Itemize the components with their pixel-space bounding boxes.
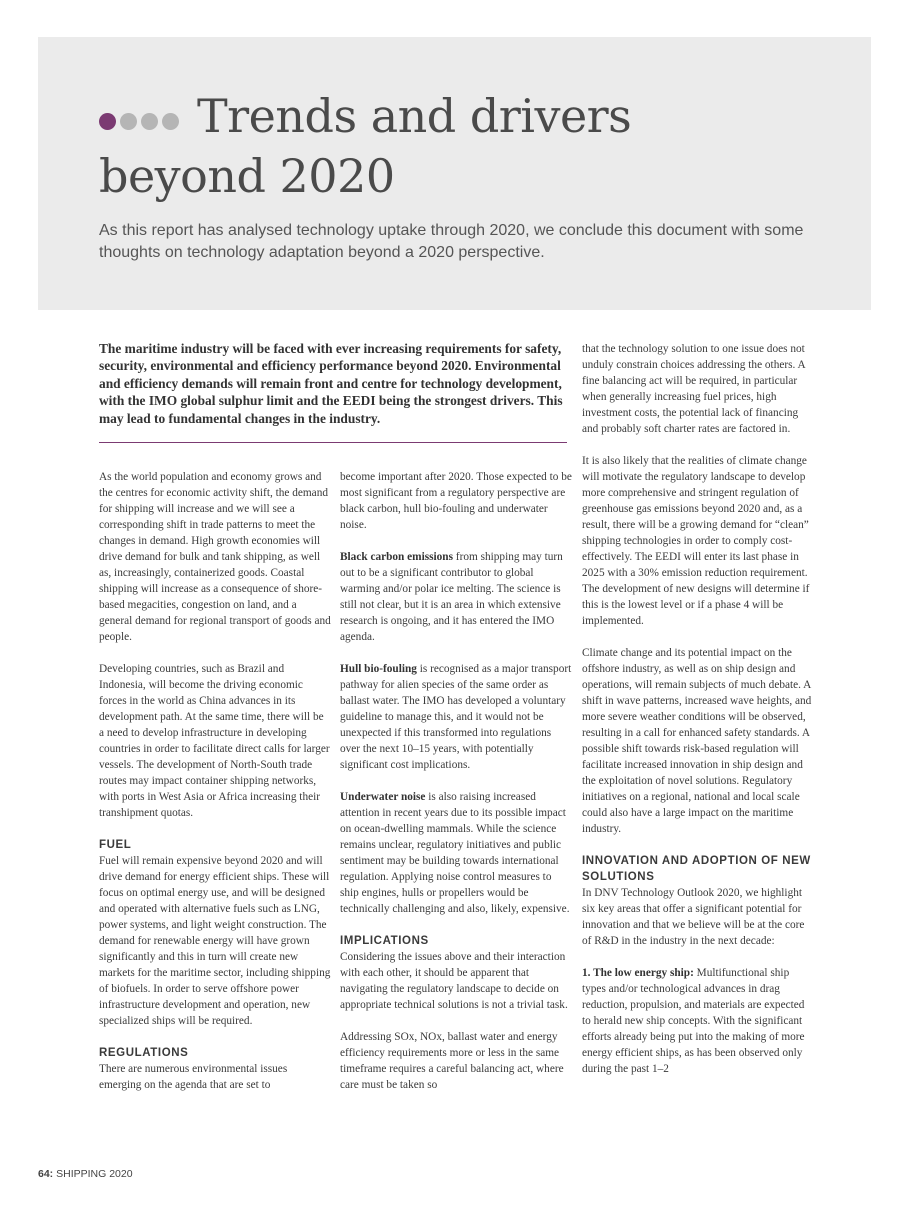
intro-text: As this report has analysed technology uptake through 2020, we conclude this document with some thoughts on technology adaptation beyond a 2020 perspective. <box>99 222 804 261</box>
bold-term: Hull bio-fouling <box>340 663 417 675</box>
paragraph: that the technology solution to one issue does not unduly constrain choices addressing the others. A fine balancing act will be required, in particular when generally increasing fuel prices, high investment costs, the potential lack of financing and probably soft charter rates are factored in. <box>582 343 806 435</box>
paragraph: Fuel will remain expensive beyond 2020 and will drive demand for energy efficient ships. These will focus on optimal energy use, and will be designed and operated with alternative fuels such as LNG, power systems, and light weight construction. The demand for renewable energy will have grown significantly and this in turn will create new markets for the maritime sector, including shipping of biofuels. In order to serve offshore power infrastructure development and operation, new specialized ships will be required. <box>99 855 331 1027</box>
column-2 <box>340 469 572 1109</box>
section-heading-innovation: INNOVATION AND ADOPTION OF NEW SOLUTIONS <box>582 855 811 883</box>
page-number: 64: <box>38 1168 54 1180</box>
page-title <box>99 88 631 204</box>
paragraph: Underwater noise is also raising increased attention in recent years due to its possible impact on ocean-dwelling mammals. While the science remains unclear, regulatory initiatives and public sentiment may be building towards international regulation. Applying noise control measures to ship engines, hulls or propellers would be technically challenging and also, likely, expensive. <box>340 791 570 915</box>
paragraph: Hull bio-fouling is recognised as a major transport pathway for alien species of the same order as ballast water. The IMO has developed a voluntary guideline to manage this, and it would not be unexpected if this transformed into regulations over the next 10–15 years, with potentially significant cost implications. <box>340 663 572 771</box>
paragraph: Developing countries, such as Brazil and Indonesia, will become the driving economic forces in the world as China advances in its development path. At the same time, there will be a need to develop infrastructure in developing countries in order to facilitate direct calls for larger vessels. The development of North-South trade routes may impact container shipping networks, with ports in West Asia or Africa increasing their transhipment quotas. <box>99 663 330 819</box>
column-1 <box>99 469 331 1109</box>
paragraph: In DNV Technology Outlook 2020, we highlight six key areas that offer a significant potential for innovation and that we believe will be at the core of R&D in the industry in the next decade: <box>582 887 805 947</box>
title-line-2: beyond 2020 <box>99 149 395 203</box>
paragraph: Black carbon emissions from shipping may turn out to be a significant contributor to global warming and/or polar ice melting. The science is still not clear, but it is an area in which extensive research is ongoing, and it has entered the IMO agenda. <box>340 551 563 643</box>
footer-section: SHIPPING 2020 <box>53 1168 133 1180</box>
divider-rule <box>99 442 567 443</box>
paragraph: It is also likely that the realities of climate change will motivate the regulatory landscape to develop more comprehensive and stringent regulation of greenhouse gas emissions beyond 2020 and, as a result, there will be a growing demand for “clean” shipping technologies in order to comply cost-effectively. The EEDI will enter its last phase in 2025 with a 30% emission reduction requirement. The development of new designs will determine if this is the lowest level or if a phase 4 will be implemented. <box>582 455 810 627</box>
column-3 <box>582 341 814 1093</box>
paragraph: Addressing SOx, NOx, ballast water and energy efficiency requirements more or less in the same timeframe requires a careful balancing act, where care must be taken so <box>340 1031 564 1091</box>
paragraph: become important after 2020. Those expected to be most significant from a regulatory perspective are black carbon, hull bio-fouling and underwater noise. <box>340 471 572 531</box>
paragraph: There are numerous environmental issues emerging on the agenda that are set to <box>99 1063 288 1091</box>
section-heading-implications: IMPLICATIONS <box>340 935 429 947</box>
section-heading-fuel: FUEL <box>99 839 132 851</box>
paragraph: Considering the issues above and their interaction with each other, it should be apparent that navigating the regulatory landscape to decide on appropriate technical solutions is not a trivial task. <box>340 951 568 1011</box>
paragraph: 1. The low energy ship: Multifunctional ship types and/or technological advances in drag reduction, propulsion, and materials are expected to herald new ship concepts. With the significant efforts already being put into the making of more energy efficient ships, as has been observed only during the past 1–2 <box>582 967 805 1075</box>
lead-paragraph: The maritime industry will be faced with ever increasing requirements for safety, security, environmental and efficiency performance beyond 2020. Environmental and efficiency demands will remain front and centre for technology development, with the IMO global sulphur limit and the EEDI being the strongest drivers. This may lead to fundamental changes in the industry. <box>99 341 563 426</box>
title-line-1: Trends and drivers <box>197 89 632 143</box>
bold-term: 1. The low energy ship: <box>582 967 694 979</box>
section-heading-regulations: REGULATIONS <box>99 1047 189 1059</box>
paragraph: As the world population and economy grows and the centres for economic activity shift, the demand for shipping will increase and we will see a corresponding shift in trade patterns to meet the changes in demand. High growth economies will drive demand for bulk and tank shipping, as well as, increasingly, containerized goods. Coastal shipping will increase as a consequence of shore-based megacities, congestion on land, and a general demand for regional transport of goods and people. <box>99 471 331 643</box>
bold-term: Underwater noise <box>340 791 426 803</box>
section-dots-icon <box>99 86 183 142</box>
bold-term: Black carbon emissions <box>340 551 453 563</box>
paragraph: Climate change and its potential impact on the offshore industry, as well as on ship design and operations, will remain subjects of much debate. A shift in wave patterns, increased wave heights, and more severe weather conditions will be observed, resulting in a call for enhanced safety standards. A possible shift towards risk-based regulation will facilitate increased innovation in ship design and the exploitation of novel solutions. Regulatory initiatives on a regional, national and local scale could also have a large impact on the maritime industry. <box>582 647 812 835</box>
page-footer <box>38 1168 133 1180</box>
